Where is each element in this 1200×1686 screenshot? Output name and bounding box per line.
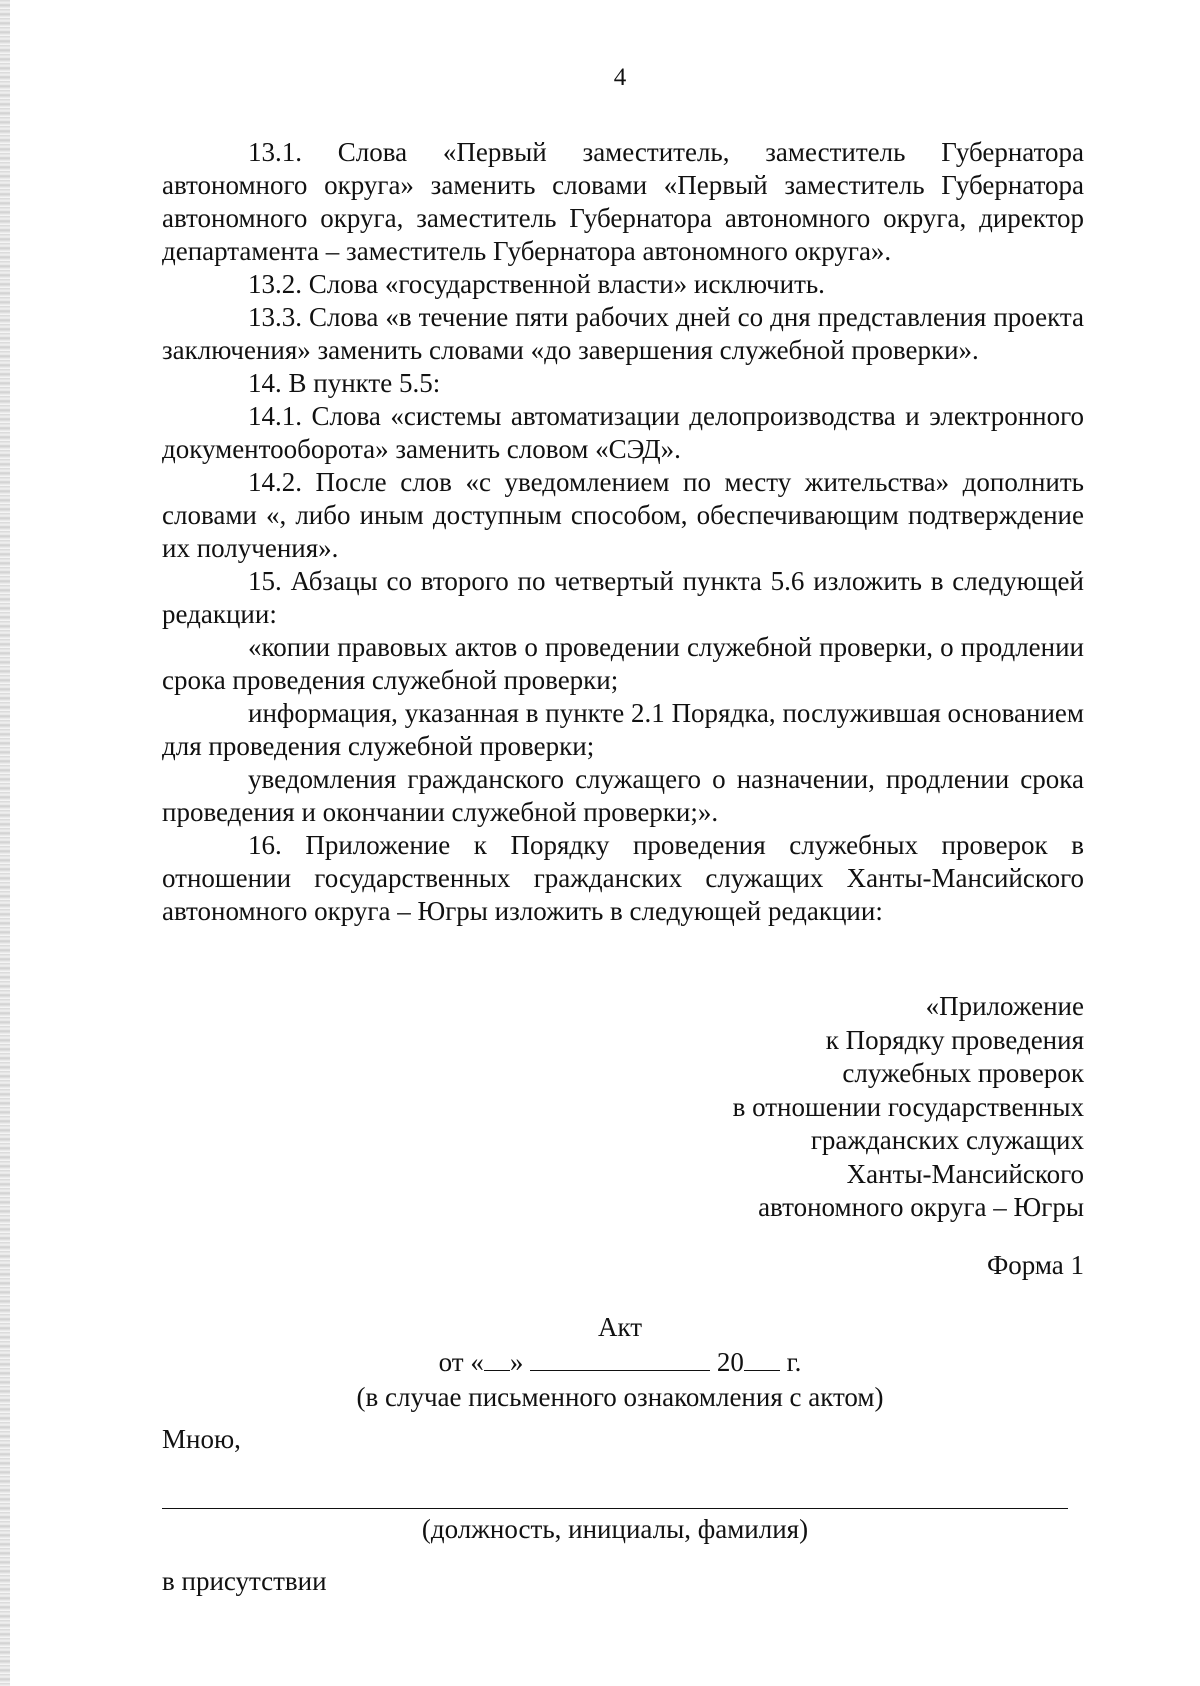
appendix-line: Ханты-Мансийского	[846, 1158, 1084, 1189]
appendix-line: гражданских служащих	[810, 1125, 1084, 1155]
appendix-line: служебных проверок	[842, 1058, 1084, 1088]
act-title: Акт	[597, 1312, 643, 1342]
paragraph-16: 16. Приложение к Порядку проведения служебных проверок в отношении государственных гражданских служащих Ханты-Мансийского автономного округа – Югры изложить в следующей редакции:	[162, 830, 1084, 926]
appendix-line: к Порядку проведения	[825, 1024, 1084, 1055]
day-blank	[484, 1348, 510, 1371]
month-blank	[530, 1348, 710, 1371]
document-body	[162, 136, 1084, 928]
act-block	[0, 1310, 1200, 1415]
act-date-mid: »	[509, 1347, 524, 1377]
paragraph-14: 14. В пункте 5.5:	[248, 368, 441, 398]
paragraph-13-2: 13.2. Слова «государственной власти» исключить.	[248, 269, 825, 299]
signature-caption: (должность, инициалы, фамилия)	[421, 1514, 809, 1544]
paragraph-13-1: 13.1. Слова «Первый заместитель, заместитель Губернатора автономного округа» заменить словами «Первый заместитель Губернатора автономного округа, заместитель Губернатора автономного округа, директор департамента – заместитель Губернатора автономного округа».	[162, 137, 1084, 266]
paragraph-13-3: 13.3. Слова «в течение пяти рабочих дней со дня представления проекта заключения» заменить словами «до завершения служебной проверки».	[162, 302, 1084, 365]
form-label: Форма 1	[986, 1250, 1084, 1280]
act-date-suffix: г.	[786, 1347, 802, 1377]
appendix-line: «Приложение	[925, 991, 1084, 1021]
page-number: 4	[613, 64, 627, 91]
paragraph-14-2: 14.2. После слов «с уведомлением по месту жительства» дополнить словами «, либо иным доступным способом, обеспечивающим подтверждение их получения».	[162, 467, 1084, 563]
act-date-prefix: от «	[438, 1347, 484, 1377]
appendix-line: в отношении государственных	[732, 1091, 1084, 1122]
paragraph-14-1: 14.1. Слова «системы автоматизации делопроизводства и электронного документооборота» заменить словом «СЭД».	[162, 401, 1084, 464]
paragraph-15-item-3: уведомления гражданского служащего о назначении, продлении срока проведения и окончании служебной проверки;».	[162, 764, 1084, 827]
paragraph-15-item-2: информация, указанная в пункте 2.1 Порядка, послужившая основанием для проведения служебной проверки;	[162, 698, 1084, 761]
appendix-line: автономного округа – Югры	[758, 1192, 1084, 1222]
paragraph-15-item-1: «копии правовых актов о проведении служебной проверки, о продлении срока проведения служебной проверки;	[162, 632, 1084, 695]
signature-line	[162, 1508, 1068, 1509]
act-year-prefix: 20	[716, 1347, 744, 1377]
act-date-line	[0, 1345, 1200, 1380]
by-me-label: Мною,	[162, 1424, 241, 1454]
scan-edge	[0, 0, 10, 1686]
appendix-header	[733, 990, 1084, 1225]
paragraph-15: 15. Абзацы со второго по четвертый пункта 5.6 изложить в следующей редакции:	[162, 566, 1084, 629]
year-blank	[744, 1348, 780, 1371]
act-note: (в случае письменного ознакомления с актом)	[356, 1382, 884, 1412]
presence-label: в присутствии	[162, 1566, 327, 1596]
